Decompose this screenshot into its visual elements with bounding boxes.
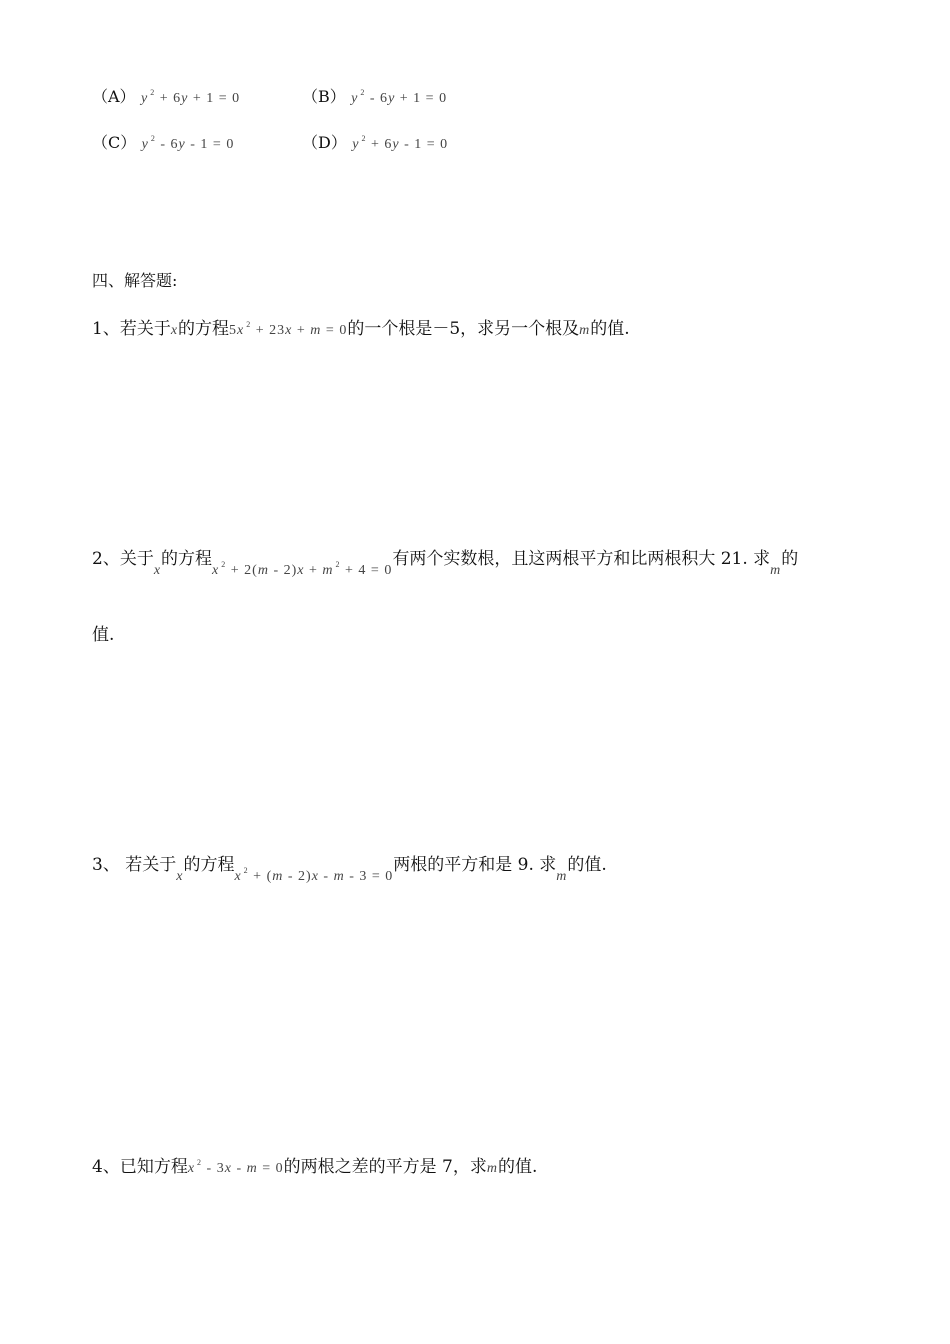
option-row-b (302, 84, 447, 107)
question-2-continued: 值. (92, 625, 115, 645)
option-b-label: （B） (302, 87, 346, 106)
option-b-equation: y $^2$ - 6y + 1 = 0 (351, 88, 448, 106)
q3-equation: x 2 + (m - 2)x - m - 3 = 0 (234, 866, 394, 884)
q1-text-1: 的方程 (178, 319, 230, 339)
q4-text-2: 的两根之差的平方是 7，求 (283, 1157, 487, 1177)
q4-text-3: 的值. (498, 1157, 538, 1177)
option-a-equation: y $^2$ + 6y + 1 = 0 (140, 88, 241, 106)
q1-var-x: x (170, 323, 179, 338)
q2-text-2: 有两个实数根，且这两根平方和比两根积大 21. 求 (392, 549, 771, 569)
option-c-equation: y $^2$ - 6y - 1 = 0 (141, 134, 235, 152)
option-c-label: （C） (92, 133, 137, 152)
q3-var-m: m (556, 869, 568, 884)
q3-number: 3、 若关于 (92, 855, 177, 875)
q2-var-x: x (153, 563, 162, 578)
q3-text-3: 的值. (567, 855, 607, 875)
q4-var-m: m (486, 1161, 498, 1176)
option-d-equation: y $^2$ + 6y - 1 = 0 (352, 134, 449, 152)
option-row-c (92, 130, 234, 153)
q3-text-2: 两根的平方和是 9. 求 (393, 855, 557, 875)
option-a-label: （A） (92, 87, 136, 106)
question-1 (92, 314, 630, 339)
question-2 (92, 544, 799, 578)
option-row-ab (92, 84, 240, 107)
q2-text-1: 的方程 (161, 549, 213, 569)
option-row-d (302, 130, 448, 153)
q2-text-3: 的 (781, 549, 799, 569)
q1-text-2: 的一个根是－5，求另一个根及 (347, 319, 580, 339)
q3-text-1: 的方程 (183, 855, 235, 875)
q1-number: 1、若关于 (92, 319, 171, 339)
option-d-label: （D） (302, 133, 347, 152)
q2-number: 2、关于 (92, 549, 154, 569)
q4-number: 4、已知方程 (92, 1157, 188, 1177)
q2-equation: x 2 + 2(m - 2)x + m 2 + 4 = 0 (212, 560, 393, 578)
q4-equation: x $^2$ - 3x - m = 0 (187, 1158, 284, 1176)
q3-var-x: x (176, 869, 184, 884)
question-4 (92, 1152, 537, 1177)
section-title: 四、解答题: (92, 271, 178, 290)
q1-equation: 5x $^2$ + 23x + m = 0 (229, 320, 348, 338)
q1-var-m: m (579, 323, 591, 338)
q2-var-m: m (770, 563, 782, 578)
q1-text-3: 的值. (590, 319, 630, 339)
question-3 (92, 850, 607, 884)
